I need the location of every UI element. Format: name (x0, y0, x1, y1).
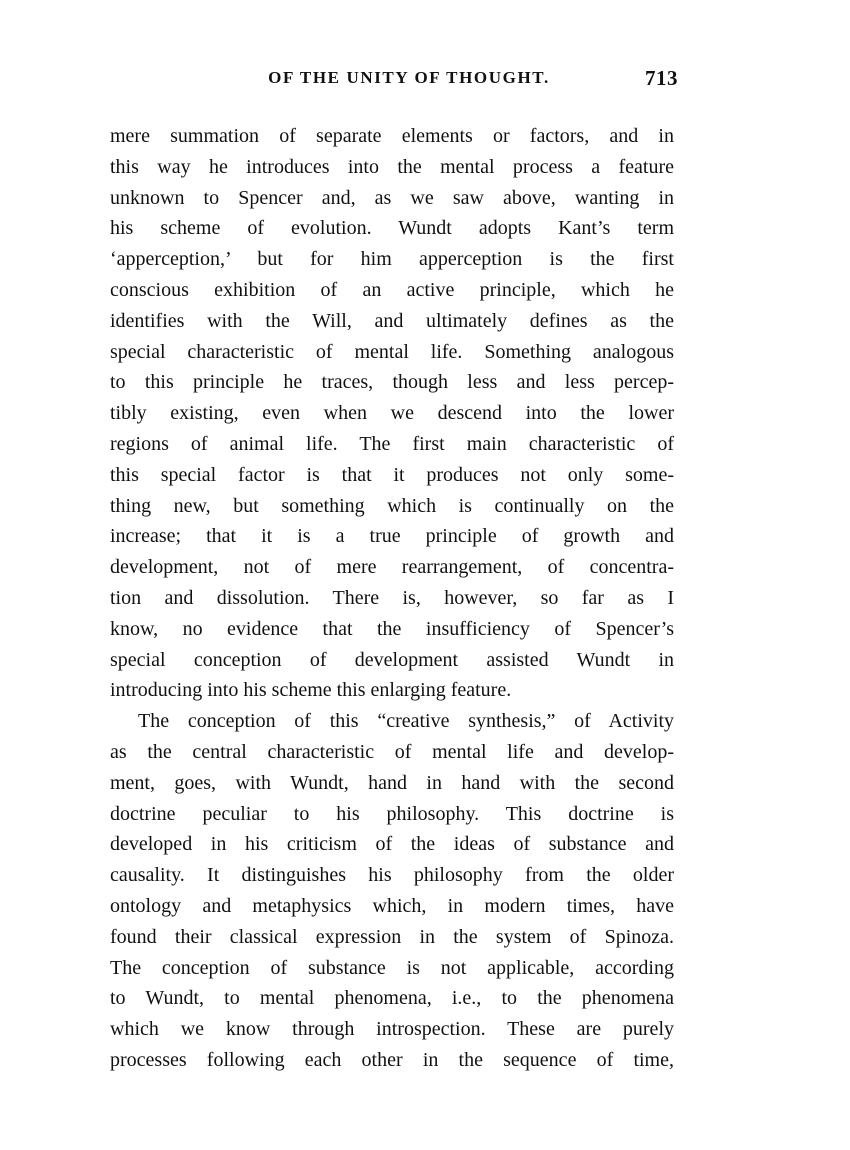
text-line: ontology and metaphysics which, in modern times, have (110, 894, 674, 917)
text-line: ‘apperception,’ but for him apperception is the first (110, 248, 674, 271)
text-line: as the central characteristic of mental life and develop- (110, 740, 674, 763)
text-line: processes following each other in the sequence of time, (110, 1048, 674, 1071)
text-line: introducing into his scheme this enlarging feature. (110, 679, 512, 702)
text-line: unknown to Spencer and, as we saw above, wanting in (110, 186, 674, 209)
text-line: to this principle he traces, though less and less percep- (110, 371, 674, 394)
text-line: development, not of mere rearrangement, of concentra- (110, 556, 674, 579)
running-head (110, 66, 678, 96)
text-line: his scheme of evolution. Wundt adopts Kant’s term (110, 217, 674, 240)
page-number: 713 (645, 66, 678, 90)
text-line: conscious exhibition of an active principle, which he (110, 278, 674, 301)
text-line: which we know through introspection. These are purely (110, 1018, 674, 1041)
text-line: increase; that it is a true principle of growth and (110, 525, 674, 548)
text-line: found their classical expression in the system of Spinoza. (110, 925, 674, 948)
text-line: this special factor is that it produces not only some- (110, 463, 674, 486)
text-line: The conception of this “creative synthesis,” of Activity (138, 710, 674, 733)
text-line: tion and dissolution. There is, however, so far as I (110, 586, 674, 609)
text-line: special conception of development assisted Wundt in (110, 648, 674, 671)
text-line: causality. It distinguishes his philosophy from the older (110, 864, 674, 887)
text-line: tibly existing, even when we descend into the lower (110, 402, 674, 425)
text-line: this way he introduces into the mental process a feature (110, 155, 674, 178)
paragraph-2 (110, 706, 674, 1076)
text-line: mere summation of separate elements or factors, and in (110, 125, 674, 147)
text-line: to Wundt, to mental phenomena, i.e., to the phenomena (110, 987, 674, 1010)
text-line: identifies with the Will, and ultimately defines as the (110, 309, 674, 332)
text-line: thing new, but something which is continually on the (110, 494, 674, 517)
running-title: OF THE UNITY OF THOUGHT. (268, 68, 550, 87)
text-line: know, no evidence that the insufficiency of Spencer’s (110, 617, 674, 640)
text-line: The conception of substance is not applicable, according (110, 956, 674, 979)
text-line: doctrine peculiar to his philosophy. This doctrine is (110, 802, 674, 825)
text-line: regions of animal life. The first main characteristic of (110, 432, 674, 455)
paragraph-1 (110, 121, 674, 706)
text-line: ment, goes, with Wundt, hand in hand with the second (110, 771, 674, 794)
text-line: developed in his criticism of the ideas of substance and (110, 833, 674, 856)
body-text (110, 121, 674, 1076)
text-line: special characteristic of mental life. Something analogous (110, 340, 674, 363)
